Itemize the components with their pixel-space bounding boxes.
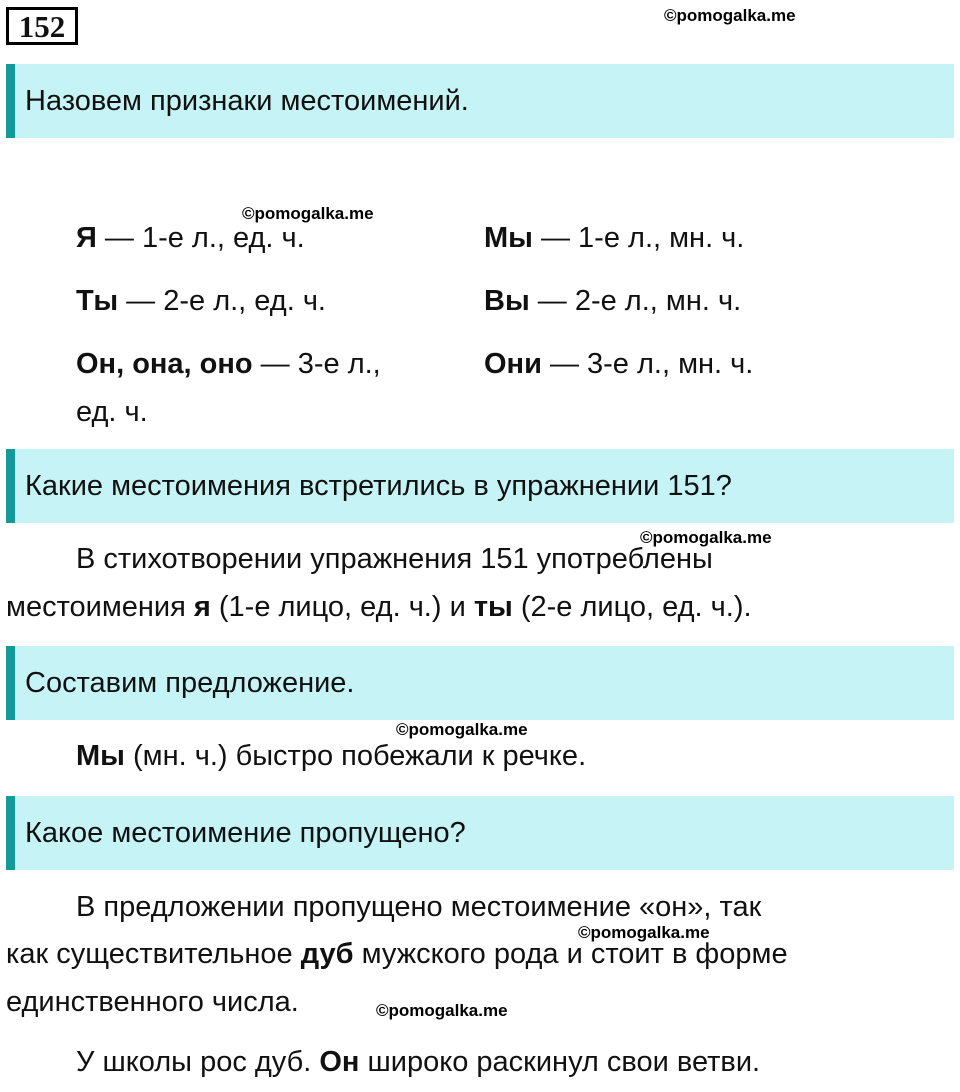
pronoun-on <box>76 348 381 381</box>
pronoun-desc: — 2-е л., мн. ч. <box>529 285 742 317</box>
pronoun-desc: — 3-е л., мн. ч. <box>541 348 754 380</box>
answer-sentence <box>76 740 586 773</box>
text-fragment: мужского рода и стоит в форме <box>353 938 788 970</box>
watermark: ©pomogalka.me <box>664 6 796 25</box>
text-fragment: (мн. ч.) быстро побежали к речке. <box>124 740 587 772</box>
section-heading-compose: Составим предложение. <box>6 646 954 720</box>
watermark: ©pomogalka.me <box>396 720 528 739</box>
pronoun-desc: — 1-е л., мн. ч. <box>532 222 745 254</box>
answer-missing-example <box>76 1046 760 1079</box>
pronoun-emphasis: Он <box>319 1046 360 1078</box>
pronoun-emphasis: ты <box>473 591 513 623</box>
noun-emphasis: дуб <box>300 938 354 970</box>
pronoun-word: Он, она, оно <box>76 348 253 380</box>
text-fragment: У школы рос дуб. <box>76 1046 320 1078</box>
pronoun-word: Ты <box>76 285 119 317</box>
pronoun-my <box>484 222 744 255</box>
answer-exercise151-line2 <box>6 591 752 624</box>
pronoun-emphasis: Мы <box>76 740 125 772</box>
text-fragment: местоимения <box>6 591 194 623</box>
pronoun-ya <box>76 222 305 255</box>
watermark: ©pomogalka.me <box>640 528 772 547</box>
watermark: ©pomogalka.me <box>578 923 710 942</box>
answer-missing-line3: единственного числа. <box>6 986 299 1018</box>
pronoun-desc: — 1-е л., ед. ч. <box>96 222 305 254</box>
pronoun-emphasis: я <box>193 591 211 623</box>
section-heading-exercise151: Какие местоимения встретились в упражнении 151? <box>6 449 954 523</box>
pronoun-oni <box>484 348 753 381</box>
text-fragment: широко раскинул свои ветви. <box>359 1046 761 1078</box>
text-fragment: (1-е лицо, ед. ч.) и <box>210 591 474 623</box>
pronoun-ty <box>76 285 326 318</box>
watermark: ©pomogalka.me <box>376 1001 508 1020</box>
section-heading-missing: Какое местоимение пропущено? <box>6 796 954 870</box>
answer-missing-line1: В предложении пропущено местоимение «он», так <box>76 891 762 923</box>
pronoun-word: Мы <box>484 222 533 254</box>
pronoun-desc: — 2-е л., ед. ч. <box>118 285 326 317</box>
text-fragment: (2-е лицо, ед. ч.). <box>512 591 752 623</box>
pronoun-word: Вы <box>484 285 530 317</box>
pronoun-desc: — 3-е л., <box>252 348 381 380</box>
pronoun-vy <box>484 285 741 318</box>
pronoun-word: Они <box>484 348 542 380</box>
answer-exercise151-line1: В стихотворении упражнения 151 употреблены <box>76 543 713 575</box>
task-number: 152 <box>6 7 78 45</box>
pronoun-word: Я <box>76 222 97 254</box>
text-fragment: как существительное <box>6 938 301 970</box>
pronoun-on-continuation: ед. ч. <box>76 396 148 428</box>
answer-missing-line2 <box>6 938 788 971</box>
section-heading-features: Назовем признаки местоимений. <box>6 64 954 138</box>
watermark: ©pomogalka.me <box>242 204 374 223</box>
